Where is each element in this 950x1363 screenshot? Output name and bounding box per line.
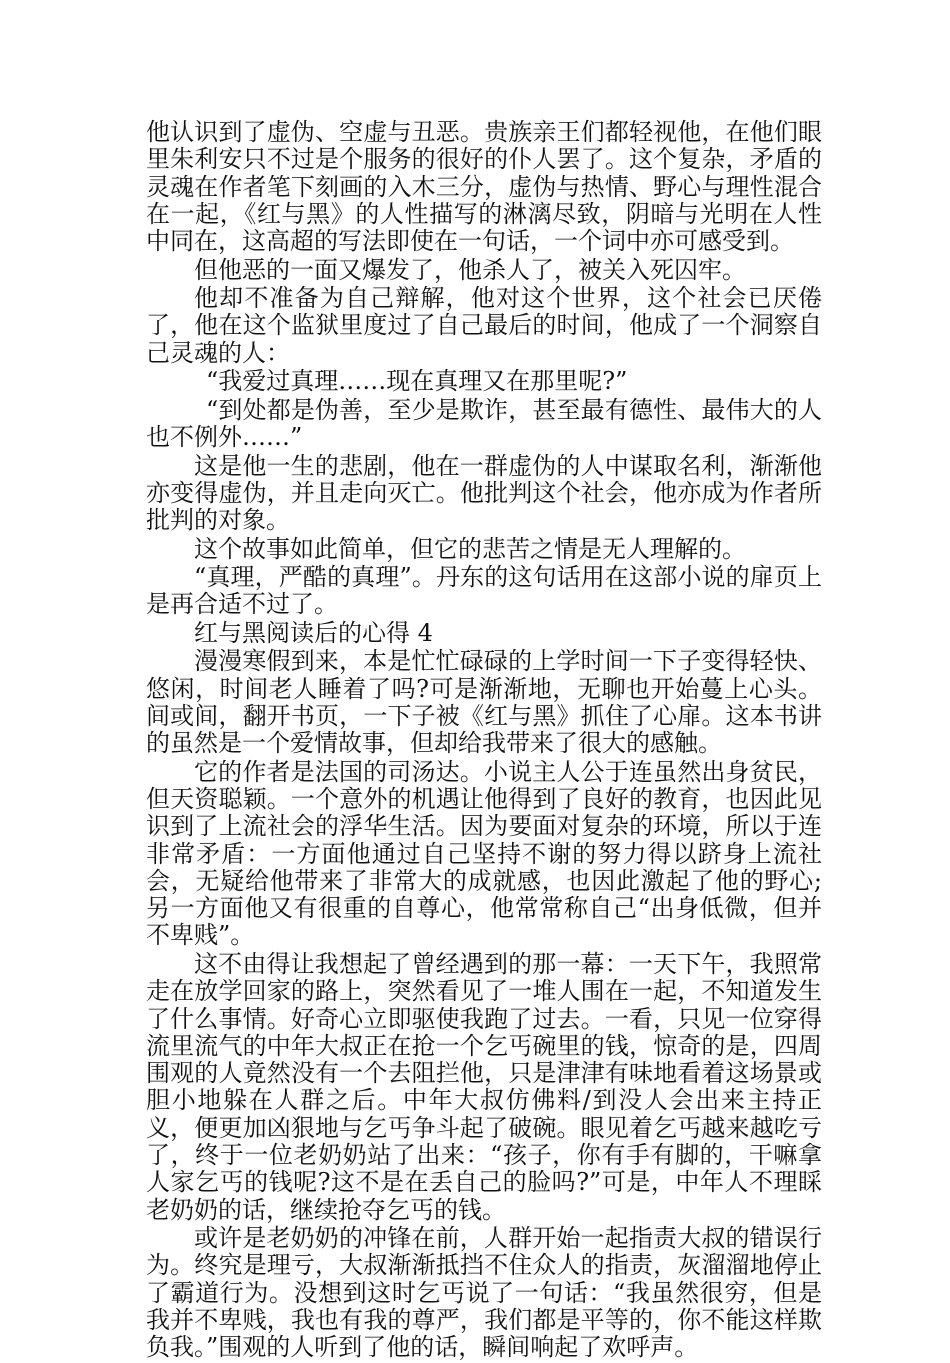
quote-1: “我爱过真理……现在真理又在那里呢?” [206,367,628,396]
paragraph-5: 这个故事如此简单，但它的悲苦之情是无人理解的。 [194,534,746,563]
paragraph-8: 它的作者是法国的司汤达。小说主人公于连虽然出身贫民，但天资聪颖。一个意外的机遇让他得到了良好的教育，也因此见识到了上流社会的浮华生活。因为要面对复杂的环境，所以于连非常矛盾：一方面他通过自己坚持不谢的努力得以跻身上流社会，无疑给他带来了非常大的成就感，也因此激起了他的野心;另一方面他又有很重的自尊心，他常常称自己“出身低微，但并不卑贱”。 [146,757,822,950]
paragraph-1: 他认识到了虚伪、空虚与丑恶。贵族亲王们都轻视他，在他们眼里朱利安只不过是个服务的很好的仆人罢了。这个复杂，矛盾的灵魂在作者笔下刻画的入木三分，虚伪与热情、野心与理性混合在一起，《红与黑》的人性描写的淋漓尽致，阴暗与光明在人性中同在，这高超的写法即使在一句话，一个词中亦可感受到。 [146,118,822,256]
paragraph-9: 这不由得让我想起了曾经遇到的那一幕：一天下午，我照常走在放学回家的路上，突然看见了一堆人围在一起，不知道发生了什么事情。好奇心立即驱使我跑了过去。一看，只见一位穿得流里流气的中年大叔正在抢一个乞丐碗里的钱，惊奇的是，四周围观的人竟然没有一个去阻拦他，只是津津有味地看着这场景或胆小地躲在人群之后。中年大叔仿佛料/到没人会出来主持正义，便更加凶狠地与乞丐争斗起了破碗。眼见着乞丐越来越吃亏了，终于一位老奶奶站了出来：“孩子，你有手有脚的，干嘛拿人家乞丐的钱呢?这不是在丢自己的脸吗?”可是，中年人不理睬老奶奶的话，继续抢夺乞丐的钱。 [146,949,822,1224]
paragraph-2: 但他恶的一面又爆发了，他杀人了，被关入死囚牢。 [194,255,746,284]
document-page [146,119,822,1363]
paragraph-4: 这是他一生的悲剧，他在一群虚伪的人中谋取名利，渐渐他亦变得虚伪，并且走向灭亡。他批判这个社会，他亦成为作者所批判的对象。 [146,451,822,535]
paragraph-3: 他却不准备为自己辩解，他对这个世界，这个社会已厌倦了，他在这个监狱里度过了自己最后的时间，他成了一个洞察自己灵魂的人： [146,284,822,367]
quote-2: “到处都是伪善，至少是欺诈，甚至最有德性、最伟大的人也不例外……” [146,395,822,452]
paragraph-6: “真理，严酷的真理”。丹东的这句话用在这部小说的扉页上是再合适不过了。 [146,563,822,619]
paragraph-10: 或许是老奶奶的冲锋在前，人群开始一起指责大叔的错误行为。终究是理亏，大叔渐渐抵挡不住众人的指责，灰溜溜地停止了霸道行为。没想到这时乞丐说了一句话：“我虽然很穷，但是我并不卑贱，我也有我的尊严，我们都是平等的，你不能这样欺负我。”围观的人听到了他的话，瞬间响起了欢呼声。 [146,1224,822,1362]
section-heading: 红与黑阅读后的心得 4 [194,618,433,647]
paragraph-7: 漫漫寒假到来，本是忙忙碌碌的上学时间一下子变得轻快、悠闲，时间老人睡着了吗?可是渐渐地，无聊也开始蔓上心头。间或间，翻开书页，一下子被《红与黑》抓住了心扉。这本书讲的虽然是一个爱情故事，但却给我带来了很大的感触。 [146,647,822,758]
